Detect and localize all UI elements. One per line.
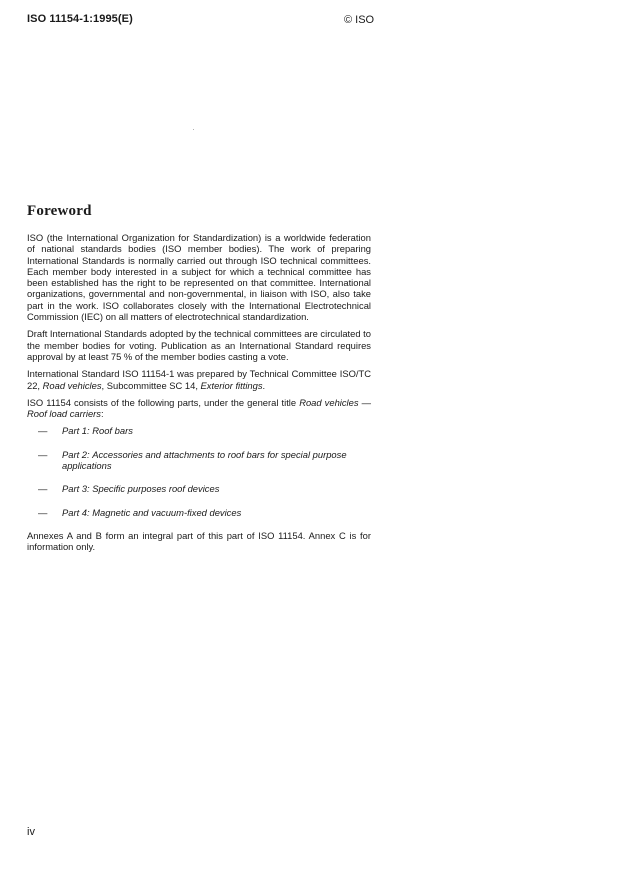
paragraph-parts-intro (27, 397, 371, 420)
scan-speck (193, 129, 194, 130)
part-title: Specific purposes roof devices (92, 483, 220, 495)
copyright-notice: © ISO (344, 14, 375, 26)
paragraph-draft-standards: Draft International Standards adopted by the technical committees are circulated to the member bodies for voting. Publication as an International Standard requires approval by at least 75 % of the member bodies casting a vote. (27, 328, 371, 362)
part-number: Part 3: (62, 483, 90, 495)
preparation-text-3: . (262, 379, 266, 391)
committee-name: Road vehicles (42, 379, 102, 391)
page-number: iv (27, 826, 35, 838)
parts-list (27, 425, 371, 517)
paragraph-iso-description: ISO (the International Organization for Standardization) is a worldwide federation of national standards bodies (ISO member bodies). The work of preparing International Standards is normally carried out through ISO technical committees. Each member body interested in a subject for which a technical committee has been established has the right to be represented on that committee. International organizations, governmental and non-governmental, in liaison with ISO, also take part in the work. ISO collaborates closely with the International Electrotechnical Commission (IEC) on all matters of electrotechnical standardization. (27, 232, 371, 323)
foreword-body (27, 232, 371, 559)
preparation-text-2: , Subcommittee SC 14, (101, 379, 201, 391)
list-dash: — (38, 448, 48, 460)
list-dash: — (38, 425, 48, 437)
general-title: Road vehicles — Roof load carriers (27, 396, 371, 420)
subcommittee-name: Exterior fittings (200, 379, 263, 391)
list-dash: — (38, 483, 48, 495)
document-id: ISO 11154-1:1995(E) (27, 13, 133, 25)
parts-intro-text: ISO 11154 consists of the following parts, under the general title (27, 396, 300, 408)
page-title: Foreword (27, 203, 92, 219)
paragraph-preparation (27, 368, 371, 391)
part-number: Part 4: (62, 506, 90, 518)
preparation-text: International Standard ISO 11154-1 was prepared by Technical Committee ISO/TC 22, (27, 368, 371, 391)
list-item (38, 483, 367, 494)
part-title: Magnetic and vacuum-fixed devices (92, 506, 242, 518)
list-item (38, 425, 367, 436)
part-number: Part 1: (62, 425, 90, 437)
part-title: Accessories and attachments to roof bars for special purpose applications (62, 448, 347, 472)
list-item (38, 507, 367, 518)
list-dash: — (38, 506, 48, 518)
part-title: Roof bars (92, 425, 133, 437)
list-item (38, 449, 367, 472)
part-number: Part 2: (62, 448, 90, 460)
parts-intro-colon: : (101, 408, 104, 420)
paragraph-annexes: Annexes A and B form an integral part of this part of ISO 11154. Annex C is for information only. (27, 529, 371, 553)
